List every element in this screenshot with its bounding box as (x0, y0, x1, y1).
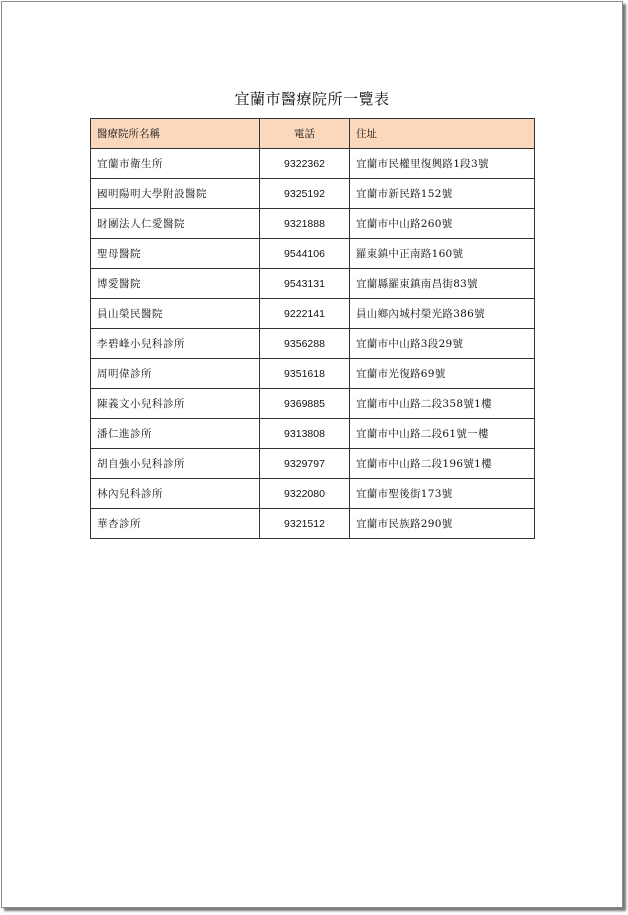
document-page (1, 1, 623, 908)
clinic-name: 宜蘭市衛生所 (91, 149, 260, 179)
clinic-phone: 9322362 (260, 149, 350, 179)
clinic-phone: 9321888 (260, 209, 350, 239)
table-row (91, 239, 535, 269)
table-row (91, 269, 535, 299)
clinic-address: 宜蘭市光復路69號 (350, 359, 535, 389)
clinic-phone: 9356288 (260, 329, 350, 359)
page-title: 宜蘭市醫療院所一覽表 (234, 90, 390, 108)
clinic-address: 宜蘭市新民路152號 (350, 179, 535, 209)
clinic-name: 華杏診所 (91, 509, 260, 539)
clinic-address: 宜蘭市中山路260號 (350, 209, 535, 239)
table-row (91, 479, 535, 509)
table-row (91, 509, 535, 539)
clinic-name: 潘仁進診所 (91, 419, 260, 449)
clinic-address: 宜蘭市民族路290號 (350, 509, 535, 539)
header-phone: 電話 (260, 119, 350, 149)
table-row (91, 359, 535, 389)
table-row (91, 329, 535, 359)
clinic-table (90, 118, 535, 539)
clinic-phone: 9313808 (260, 419, 350, 449)
clinic-address: 羅東鎮中正南路160號 (350, 239, 535, 269)
clinic-name: 李碧峰小兒科診所 (91, 329, 260, 359)
clinic-name: 胡自強小兒科診所 (91, 449, 260, 479)
clinic-name: 財團法人仁愛醫院 (91, 209, 260, 239)
table-header-row (91, 119, 535, 149)
table-row (91, 209, 535, 239)
clinic-phone: 9325192 (260, 179, 350, 209)
clinic-address: 宜蘭市中山路3段29號 (350, 329, 535, 359)
table-row (91, 299, 535, 329)
clinic-name: 周明偉診所 (91, 359, 260, 389)
clinic-address: 員山鄉內城村榮光路386號 (350, 299, 535, 329)
clinic-phone: 9222141 (260, 299, 350, 329)
clinic-address: 宜蘭市中山路二段61號一樓 (350, 419, 535, 449)
clinic-phone: 9351618 (260, 359, 350, 389)
table-row (91, 389, 535, 419)
clinic-phone: 9543131 (260, 269, 350, 299)
clinic-address: 宜蘭市聖後街173號 (350, 479, 535, 509)
table-row (91, 449, 535, 479)
clinic-address: 宜蘭市中山路二段358號1樓 (350, 389, 535, 419)
clinic-name: 員山榮民醫院 (91, 299, 260, 329)
header-address: 住址 (350, 119, 535, 149)
clinic-address: 宜蘭市中山路二段196號1樓 (350, 449, 535, 479)
clinic-name: 林內兒科診所 (91, 479, 260, 509)
clinic-phone: 9329797 (260, 449, 350, 479)
table-row (91, 419, 535, 449)
clinic-name: 陳義文小兒科診所 (91, 389, 260, 419)
clinic-phone: 9544106 (260, 239, 350, 269)
clinic-phone: 9321512 (260, 509, 350, 539)
clinic-name: 國明陽明大學附設醫院 (91, 179, 260, 209)
table-row (91, 179, 535, 209)
clinic-address: 宜蘭縣羅東鎮南昌街83號 (350, 269, 535, 299)
clinic-name: 聖母醫院 (91, 239, 260, 269)
clinic-name: 博愛醫院 (91, 269, 260, 299)
header-name: 醫療院所名稱 (91, 119, 260, 149)
clinic-address: 宜蘭市民權里復興路1段3號 (350, 149, 535, 179)
clinic-phone: 9322080 (260, 479, 350, 509)
table-row (91, 149, 535, 179)
clinic-phone: 9369885 (260, 389, 350, 419)
